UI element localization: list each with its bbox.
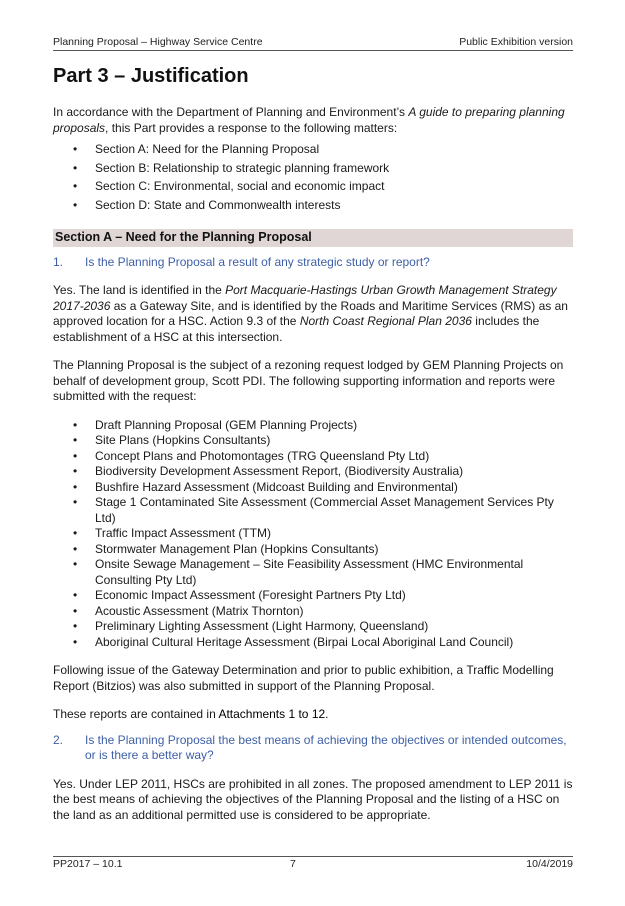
rezoning-paragraph: The Planning Proposal is the subject of a rezoning request lodged by GEM Planning Projects on behalf of development group, Scott PDI. The following supporting information and reports were submitted with the request: xyxy=(53,358,564,403)
list-item: • Section B: Relationship to strategic planning framework xyxy=(53,161,573,177)
list-item: • Economic Impact Assessment (Foresight Partners Pty Ltd) xyxy=(53,588,573,604)
list-item: • Traffic Impact Assessment (TTM) xyxy=(53,526,573,542)
attachments-paragraph xyxy=(53,707,573,723)
answer-text: as a Gateway Site, and is identified by the Roads and Maritime Services (RMS) as an approved location for a HSC. Action 9.3 of the xyxy=(53,298,568,328)
attachments-reference: Attachments 1 to 12 xyxy=(218,707,326,721)
list-item: • Concept Plans and Photomontages (TRG Queensland Pty Ltd) xyxy=(53,449,573,465)
list-item: • Biodiversity Development Assessment Report, (Biodiversity Australia) xyxy=(53,464,573,480)
question-number: 2. xyxy=(53,732,64,747)
header-rule xyxy=(53,50,573,51)
section-a-heading: Section A – Need for the Planning Proposal xyxy=(53,229,573,247)
answer-text: includes the establishment of a HSC at this intersection. xyxy=(53,314,540,344)
sections-list xyxy=(53,142,573,213)
list-item: • Section C: Environmental, social and economic impact xyxy=(53,179,573,195)
question-text: Is the Planning Proposal the best means of achieving the objectives or intended outcomes, or is there a better way? xyxy=(85,732,567,762)
intro-text: In accordance with the Department of Planning and Environment’s xyxy=(53,105,409,119)
list-item: • Bushfire Hazard Assessment (Midcoast Building and Environmental) xyxy=(53,480,573,496)
page-title: Part 3 – Justification xyxy=(53,65,249,87)
attachments-text: These reports are contained in xyxy=(53,707,219,721)
list-item: • Onsite Sewage Management – Site Feasibility Assessment (HMC Environmental Consulting Pty Ltd) xyxy=(53,557,573,588)
q1-answer xyxy=(53,283,573,345)
list-item: • Preliminary Lighting Assessment (Light Harmony, Queensland) xyxy=(53,619,573,635)
question-1 xyxy=(53,255,573,271)
list-item: • Acoustic Assessment (Matrix Thornton) xyxy=(53,604,573,620)
page-footer xyxy=(53,858,573,872)
page-content xyxy=(53,60,573,823)
footer-date: 10/4/2019 xyxy=(526,858,573,870)
intro-text-end: , this Part provides a response to the following matters: xyxy=(105,120,398,135)
page-number: 7 xyxy=(290,858,296,870)
list-item: • Stormwater Management Plan (Hopkins Consultants) xyxy=(53,542,573,558)
list-item: • Stage 1 Contaminated Site Assessment (Commercial Asset Management Services Pty Ltd) xyxy=(53,495,573,526)
footer-rule xyxy=(53,856,573,857)
intro-paragraph xyxy=(53,105,573,136)
list-item: • Section D: State and Commonwealth interests xyxy=(53,198,573,214)
attachments-text-end: . xyxy=(325,707,329,721)
footer-reference: PP2017 – 10.1 xyxy=(53,858,123,870)
question-text: Is the Planning Proposal a result of any strategic study or report? xyxy=(85,254,430,269)
header-version: Public Exhibition version xyxy=(459,36,573,48)
q2-answer: Yes. Under LEP 2011, HSCs are prohibited in all zones. The proposed amendment to LEP 2011 is the best means of achieving the objectives of the Planning Proposal and the listing of a HSC on the land as an additional permitted use is considered to be appropriate. xyxy=(53,776,573,822)
strategy-title: Port Macquarie-Hastings Urban Growth Management Strategy 2017-2036 xyxy=(53,283,557,313)
regional-plan-title: North Coast Regional Plan 2036 xyxy=(299,314,472,328)
answer-text: Yes. The land is identified in the xyxy=(53,283,226,297)
list-item: • Aboriginal Cultural Heritage Assessment (Birpai Local Aboriginal Land Council) xyxy=(53,635,573,651)
list-item: • Site Plans (Hopkins Consultants) xyxy=(53,433,573,449)
list-item: • Draft Planning Proposal (GEM Planning Projects) xyxy=(53,418,573,434)
gateway-paragraph: Following issue of the Gateway Determination and prior to public exhibition, a Traffic Modelling Report (Bitzios) was also submitted in support of the Planning Proposal. xyxy=(53,663,554,693)
question-number: 1. xyxy=(53,254,64,269)
list-item: • Section A: Need for the Planning Proposal xyxy=(53,142,573,158)
header-title: Planning Proposal – Highway Service Centre xyxy=(53,36,263,48)
question-2 xyxy=(53,733,573,764)
reports-list xyxy=(53,418,573,651)
intro-guide-title: A guide to preparing planning proposals xyxy=(53,105,565,135)
